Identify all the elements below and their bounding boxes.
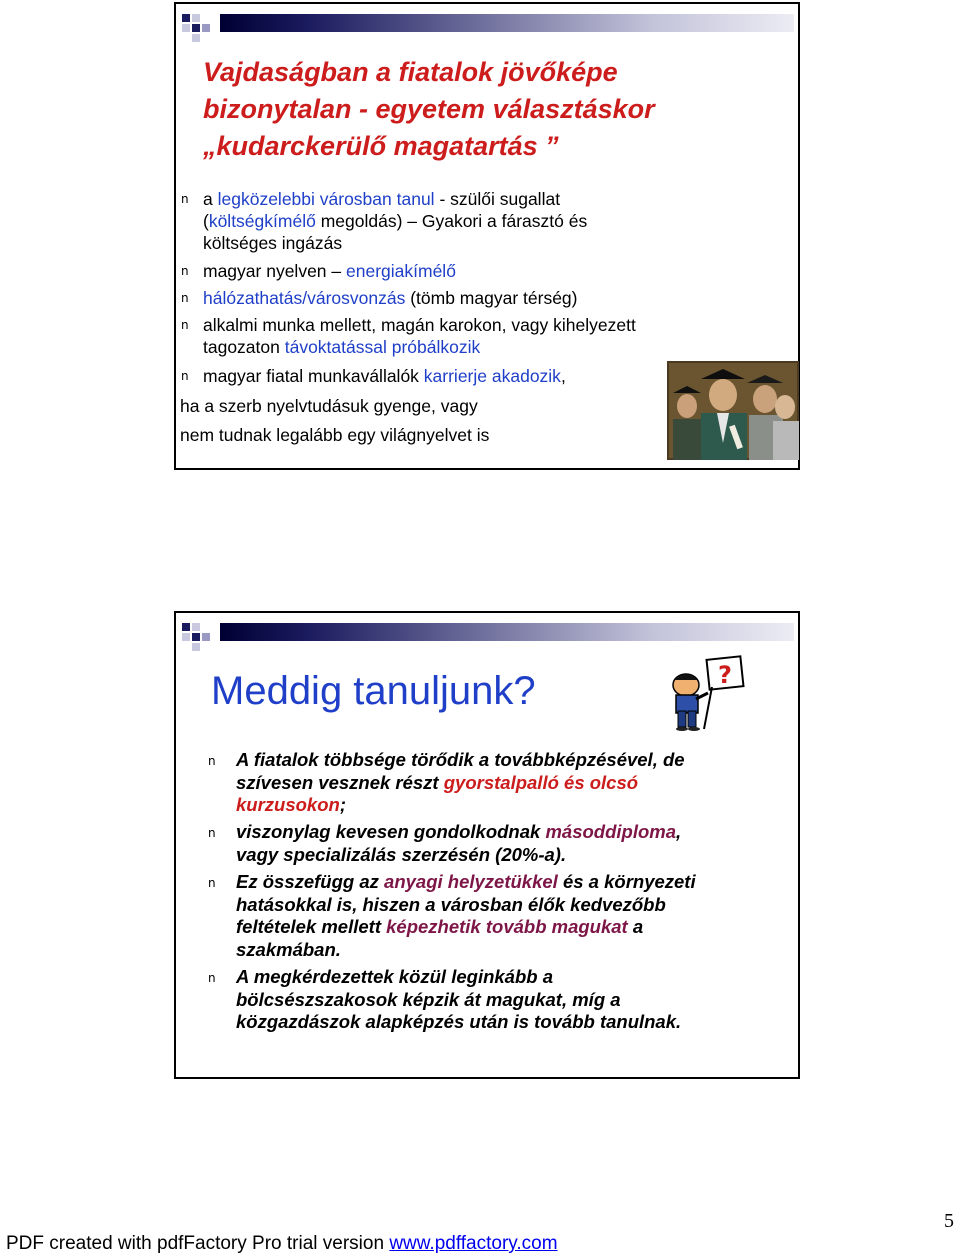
bullet-marker: n <box>208 826 216 840</box>
slide-2-bullet-4: A megkérdezettek közül leginkább a bölcsészszakosok képzik át magukat, míg a közgazdászok alapképzés után is tovább tanulnak. <box>236 966 682 1032</box>
pdf-footer: PDF created with pdfFactory Pro trial version www.pdffactory.com <box>6 1233 558 1254</box>
page-number: 5 <box>944 1210 954 1232</box>
bullet-marker: n <box>208 876 216 890</box>
slide-1-bullet-3: hálózathatás/városvonzás (tömb magyar térség) <box>203 288 578 308</box>
slide-1-bullet-1: a legközelebbi városban tanul - szülői sugallat (költségkímélő megoldás) – Gyakori a fárasztó és költséges ingázás <box>203 189 588 253</box>
bullet-marker: n <box>208 971 216 985</box>
bullet-marker: n <box>181 264 189 278</box>
question-sign-person-icon <box>660 655 746 731</box>
bullet-marker: n <box>181 369 189 383</box>
slide-header-band <box>180 10 794 36</box>
slide-header-band <box>180 619 794 645</box>
slide-2-title: Meddig tanuljunk? <box>211 669 536 713</box>
slide-1-bullet-5-continued: ha a szerb nyelvtudásuk gyenge, vagy nem tudnak legalább egy világnyelvet is <box>180 396 490 445</box>
bullet-marker: n <box>181 291 189 305</box>
bullet-marker: n <box>181 318 189 332</box>
slide-2-bullet-2: viszonylag kevesen gondolkodnak másoddiploma, vagy specializálás szerzésén (20%-a). <box>236 821 682 865</box>
svg-text:?: ? <box>718 661 732 689</box>
slide-2-bullet-3: Ez összefügg az anyagi helyzetükkel és a környezeti hatásokkal is, hiszen a városban élők kedvezőbb feltételek mellett képezhetik tovább magukat a szakmában. <box>236 871 696 960</box>
slide-2-bullet-1: A fiatalok többsége törődik a továbbképzésével, de szívesen vesznek részt gyorstalpalló és olcsó kurzusokon; <box>236 749 685 815</box>
slide-1-bullet-4: alkalmi munka mellett, magán karokon, vagy kihelyezett tagozaton távoktatással próbálkozik <box>203 315 636 357</box>
bullet-marker: n <box>208 754 216 768</box>
slide-1-title: Vajdaságban a fiatalok jövőképe bizonytalan - egyetem választáskor „kudarckerülő magatartás ” <box>203 57 655 161</box>
slide-1-bullet-5: magyar fiatal munkavállalók karrierje akadozik, <box>203 366 566 386</box>
graduates-clipart-icon <box>667 361 799 460</box>
pdffactory-link[interactable]: www.pdffactory.com <box>389 1233 558 1254</box>
bullet-marker: n <box>181 192 189 206</box>
slide-1-bullet-2: magyar nyelven – energiakímélő <box>203 261 456 281</box>
